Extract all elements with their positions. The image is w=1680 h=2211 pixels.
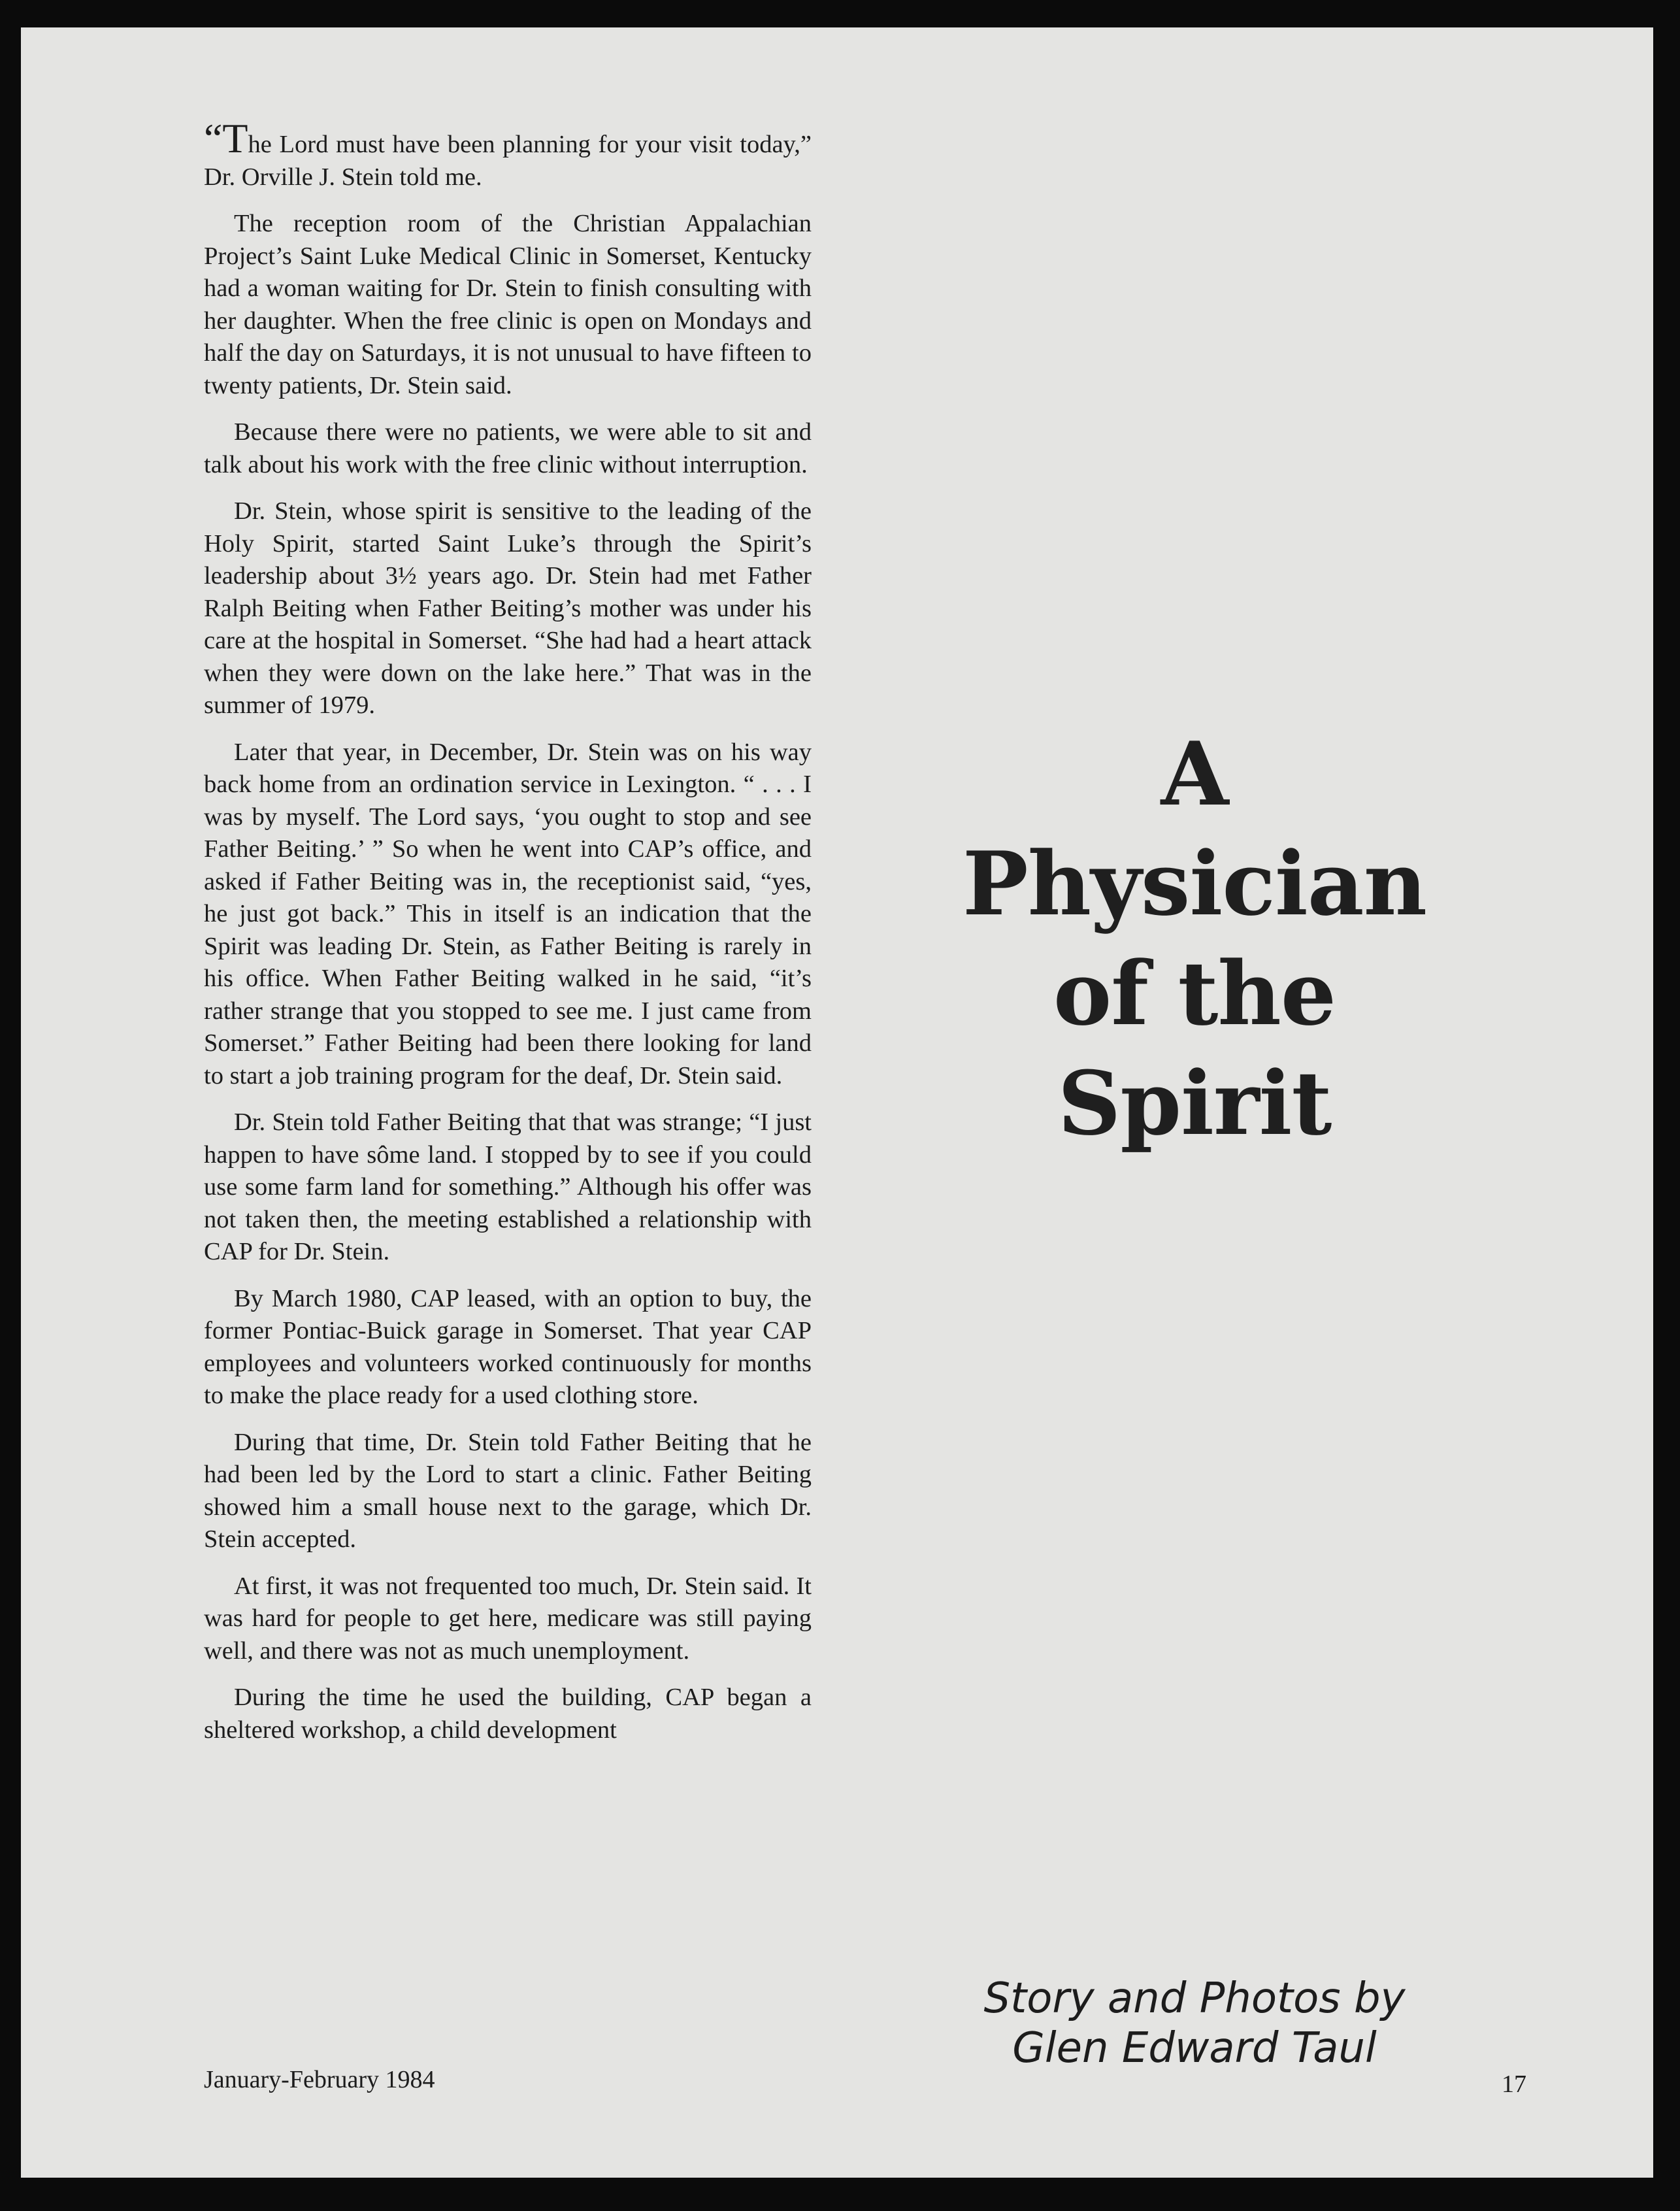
issue-date: January-February 1984: [204, 2066, 435, 2093]
article-paragraph-1: [204, 115, 812, 193]
title-line-4: Spirit: [1057, 1052, 1332, 1155]
article-body-column: [204, 115, 812, 1746]
article-byline: [927, 1974, 1462, 2073]
article-paragraph-10: During the time he used the building, CAP began a sheltered workshop, a child development: [204, 1684, 812, 1744]
article-paragraph-7: By March 1980, CAP leased, with an option to buy, the former Pontiac-Buick garage in Somerset. That year CAP employees and volunteers worked continuously for months to make the place ready for a used clothing store.: [204, 1284, 812, 1409]
page-number: 17: [1502, 2070, 1526, 2098]
article-paragraph-9: At first, it was not frequented too much, Dr. Stein said. It was hard for people to get here, medicare was still paying well, and there was not as much unemployment.: [204, 1572, 812, 1665]
byline-line-1: Story and Photos by: [983, 1974, 1406, 2023]
magazine-page: [21, 27, 1653, 2178]
article-paragraph-5: Later that year, in December, Dr. Stein was on his way back home from an ordination service in Lexington. “ . . . I was by myself. The Lord says, ‘you ought to stop and see Father Beiting.’ ” So when he went into CAP’s office, and asked if Father Beiting was in, the receptionist said, “yes, he just got back.” This in itself is an indication that the Spirit was leading Dr. Stein, as Father Beiting is rarely in his office. When Father Beiting walked in he said, “it’s rather strange that you stopped to see me. I just came from Somerset.” Father Beiting had been there looking for land to start a job training program for the deaf, Dr. Stein said.: [204, 738, 812, 1089]
article-title: [927, 719, 1462, 1158]
opening-quote-mark: “: [204, 115, 223, 161]
article-paragraph-8: During that time, Dr. Stein told Father Beiting that he had been led by the Lord to start a clinic. Father Beiting showed him a small house next to the garage, which Dr. Stein accepted.: [204, 1428, 812, 1553]
byline-line-2: Glen Edward Taul: [1012, 2024, 1377, 2072]
paragraph-text: he Lord must have been planning for your visit today,” Dr. Orville J. Stein told me.: [204, 131, 812, 191]
title-line-2: Physician: [962, 832, 1427, 935]
article-paragraph-2: The reception room of the Christian Appalachian Project’s Saint Luke Medical Clinic in Somerset, Kentucky had a woman waiting for Dr. Stein to finish consulting with her daughter. When the free clinic is open on Mondays and half the day on Saturdays, it is not unusual to have fifteen to twenty patients, Dr. Stein said.: [204, 210, 812, 399]
article-paragraph-6: Dr. Stein told Father Beiting that that was strange; “I just happen to have sôme land. I stopped by to see if you could use some farm land for something.” Although his offer was not taken then, the meeting established a relationship with CAP for Dr. Stein.: [204, 1108, 812, 1265]
article-paragraph-3: Because there were no patients, we were able to sit and talk about his work with the free clinic without interruption.: [204, 418, 812, 478]
title-line-1: A: [1161, 722, 1228, 825]
drop-cap-letter: T: [222, 115, 248, 161]
article-paragraph-4: Dr. Stein, whose spirit is sensitive to the leading of the Holy Spirit, started Saint Luke’s through the Spirit’s leadership about 3½ years ago. Dr. Stein had met Father Ralph Beiting when Father Beiting’s mother was under his care at the hospital in Somerset. “She had had a heart attack when they were down on the lake here.” That was in the summer of 1979.: [204, 497, 812, 719]
title-line-3: of the: [1053, 942, 1336, 1045]
